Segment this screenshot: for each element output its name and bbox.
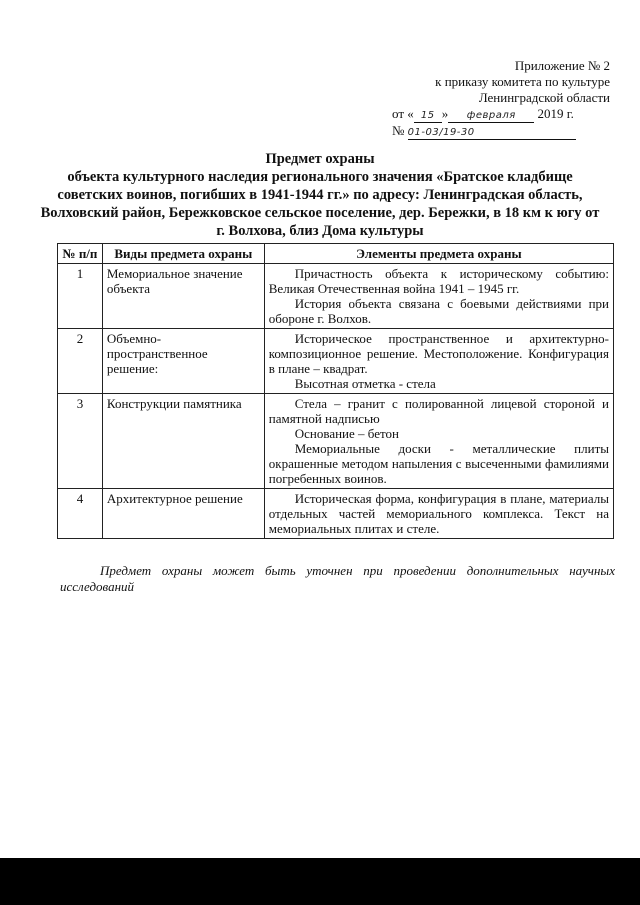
row-kind: Архитектурное решение: [102, 489, 264, 539]
table-row: [58, 264, 614, 329]
appendix-region: Ленинградской области: [478, 90, 610, 105]
table-row: [58, 329, 614, 394]
row-kind: Мемориальное значение объекта: [102, 264, 264, 329]
row-number: 2: [58, 329, 103, 394]
element-text: Причастность объекта к историческому событию: Великая Отечественная война 1941 – 1945 гг.: [268, 266, 609, 296]
row-kind: Объемно-пространственное решение:: [102, 329, 264, 394]
appendix-number: Приложение № 2: [514, 58, 610, 73]
table-row: [58, 489, 614, 539]
date-day-handwritten: 15: [414, 109, 442, 123]
appendix-header: [380, 58, 610, 140]
title-heading: Предмет охраны: [265, 151, 375, 167]
document-title: [40, 150, 600, 240]
header-number: № п/п: [58, 244, 103, 264]
element-text: Стела – гранит с полированной лицевой стороной и памятной надписью: [268, 396, 609, 426]
row-number: 4: [58, 489, 103, 539]
row-number: 1: [58, 264, 103, 329]
element-text: Мемориальные доски - металлические плиты окрашенные методом напыления с высеченными фамилиями погребенных воинов.: [268, 441, 609, 486]
row-kind: Конструкции памятника: [102, 394, 264, 489]
row-elements: [264, 394, 613, 489]
element-text: Высотная отметка - стела: [294, 376, 436, 391]
appendix-order-ref: к приказу комитета по культуре: [435, 74, 610, 89]
scan-bottom-edge: [0, 858, 640, 905]
date-month-handwritten: февраля: [448, 109, 534, 123]
appendix-date: от « 15 » февраля 2019 г.: [392, 106, 574, 121]
row-elements: [264, 329, 613, 394]
element-text: История объекта связана с боевыми действиями при обороне г. Волхов.: [268, 296, 609, 326]
footnote: Предмет охраны может быть уточнен при проведении дополнительных научных исследований: [60, 563, 615, 594]
row-elements: [264, 264, 613, 329]
title-body: объекта культурного наследия регионального значения «Братское кладбище советских воинов, погибших в 1941-1944 гг.» по адресу: Ленинградская область, Волховский район, Бережковское сельское поселение, дер. Бережки, в 18 км к югу от г. Волхова, близ Дома культуры: [40, 169, 600, 239]
header-elements: Элементы предмета охраны: [264, 244, 613, 264]
row-number: 3: [58, 394, 103, 489]
table-row: [58, 394, 614, 489]
row-elements: [264, 489, 613, 539]
order-number-handwritten: 01-03/19-30: [408, 126, 576, 140]
table-header-row: [58, 244, 614, 264]
element-text: Историческое пространственное и архитектурно-композиционное решение. Местоположение. Конфигурация в плане – квадрат.: [268, 331, 609, 376]
header-kind: Виды предмета охраны: [102, 244, 264, 264]
appendix-order-number: № 01-03/19-30: [380, 123, 610, 140]
protection-table: [57, 243, 614, 539]
element-text: Историческая форма, конфигурация в плане, материалы отдельных частей мемориального комплекса. Текст на мемориальных плитах и стеле.: [268, 491, 609, 536]
element-text: Основание – бетон: [294, 426, 399, 441]
